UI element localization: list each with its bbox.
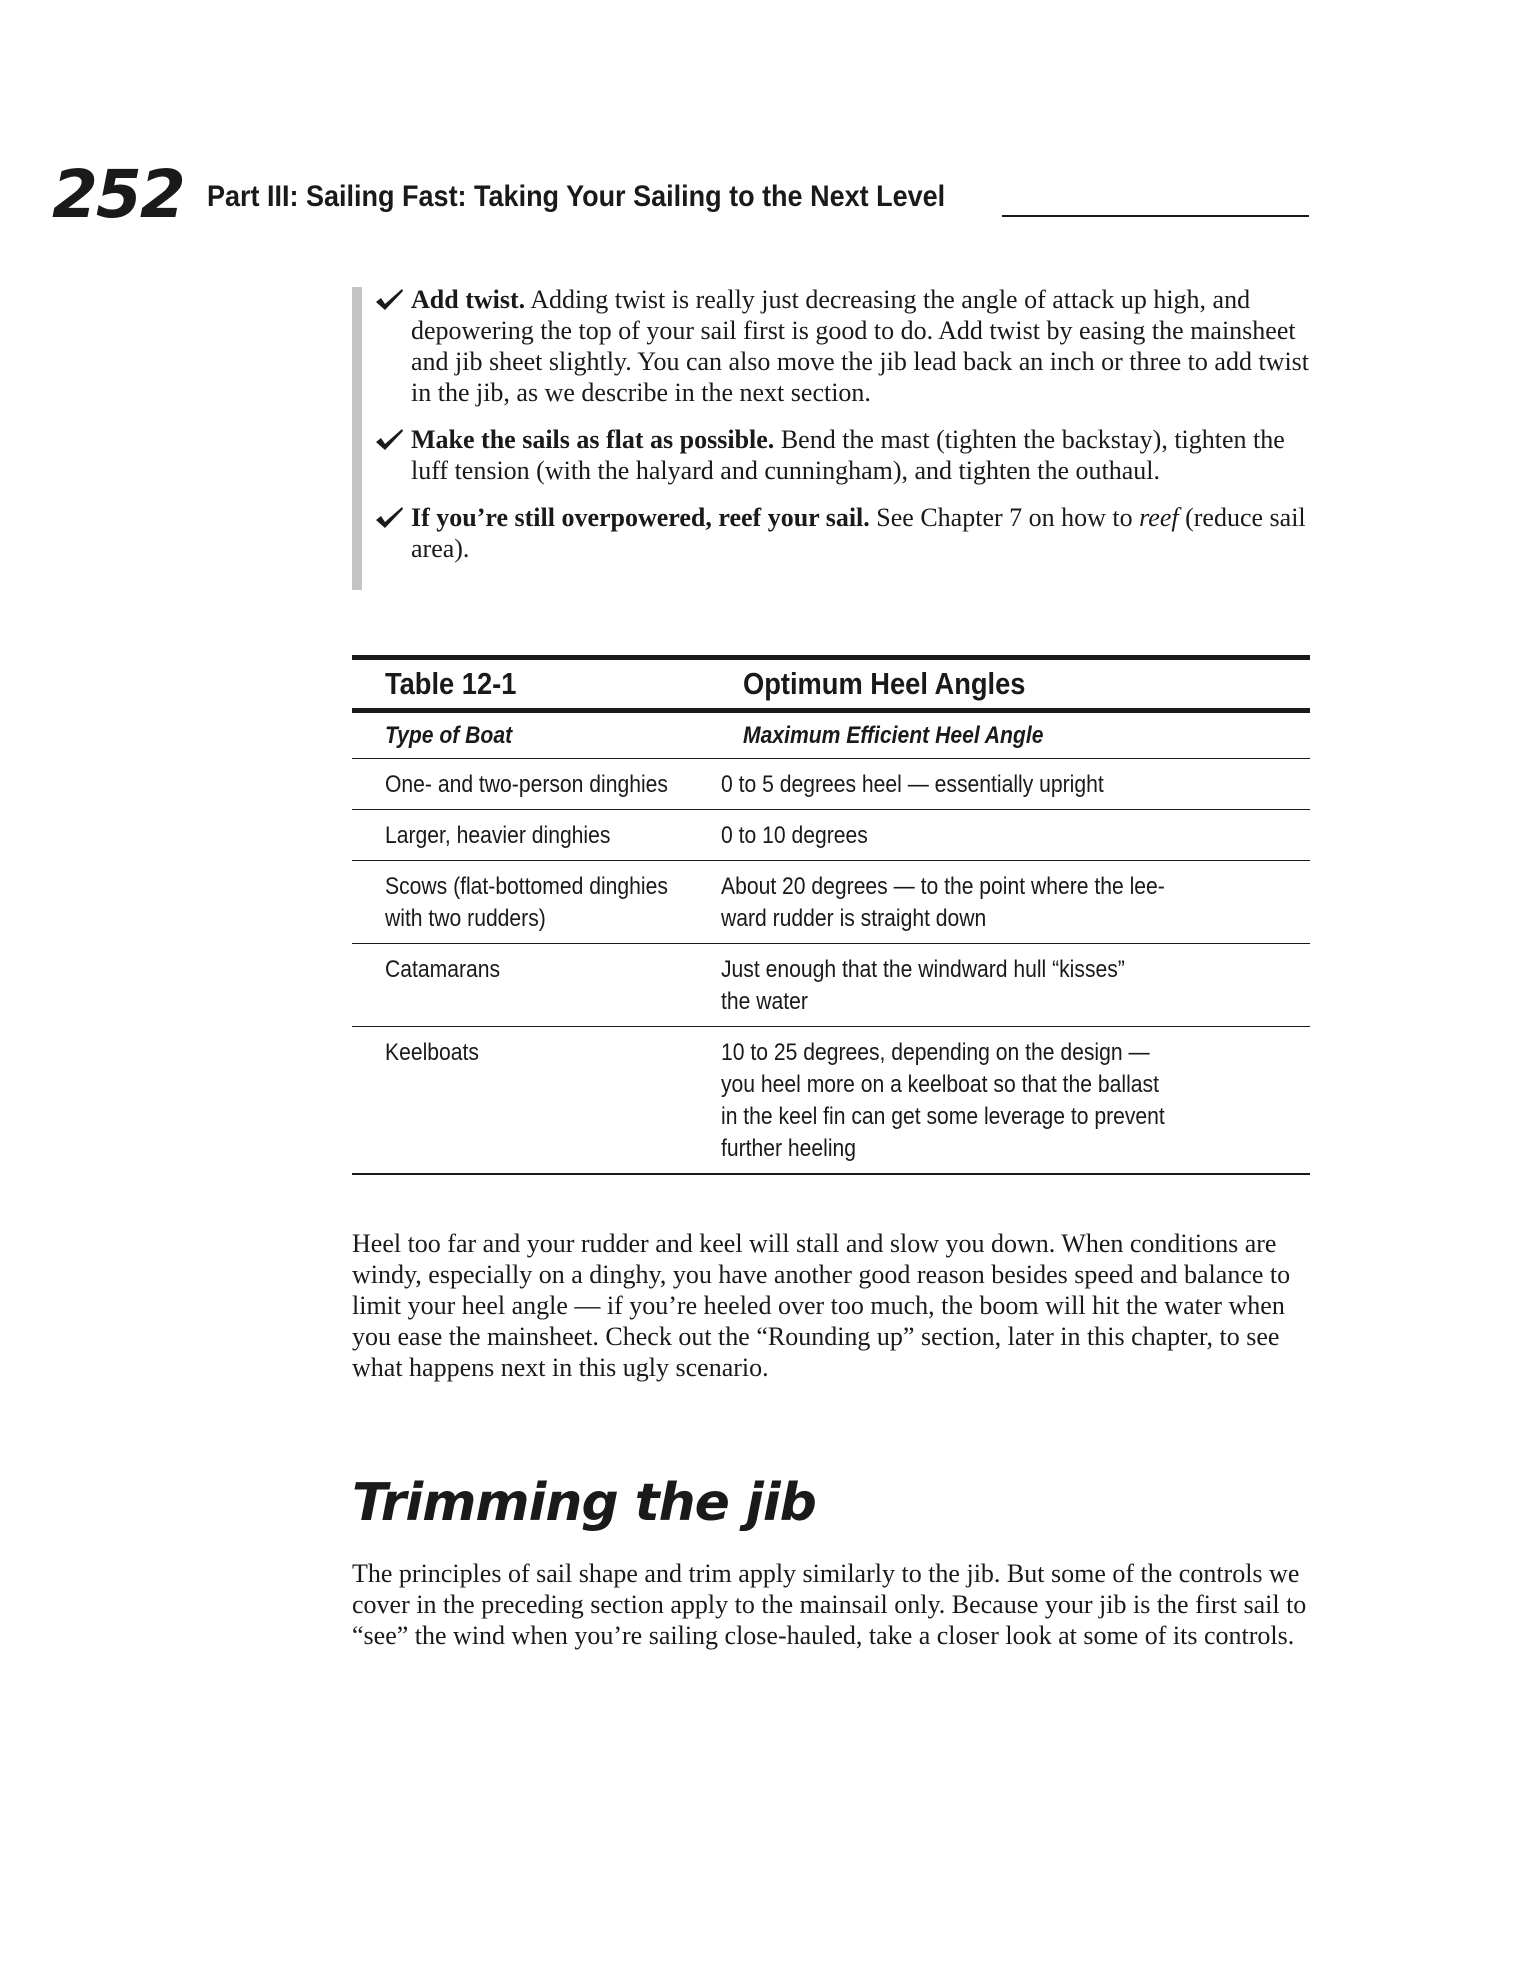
bullet-item-add-twist — [352, 284, 1312, 408]
page-header — [52, 155, 1309, 235]
cell-boat: Keelboats — [385, 1039, 479, 1066]
cell-boat: Scows (flat-bottomed dinghies with two rudders) — [385, 873, 668, 932]
bullet-list — [352, 284, 1312, 580]
bullet-bold: Add twist. — [411, 285, 526, 314]
check-mark-icon — [374, 286, 404, 312]
bullet-text: Adding twist is really just decreasing the angle of attack up high, and depowering the top of your sail first is good to do. Add twist by easing the mainsheet and jib sheet slightly. You can also move the jib lead back an inch or three to add twist in the jib, as we describe in the next section. — [411, 285, 1310, 407]
cell-boat: One- and two-person dinghies — [385, 771, 668, 798]
column-header-boat: Type of Boat — [385, 721, 513, 749]
table-title: Optimum Heel Angles — [743, 666, 1026, 701]
header-rule — [1002, 215, 1309, 217]
table-row — [352, 861, 1310, 944]
section-heading: Trimming the jib — [352, 1473, 816, 1533]
cell-angle: 0 to 5 degrees heel — essentially upright — [720, 771, 1104, 798]
column-header-angle: Maximum Efficient Heel Angle — [743, 721, 1044, 749]
cell-angle: 0 to 10 degrees — [720, 822, 868, 849]
body-paragraph-heel: Heel too far and your rudder and keel will stall and slow you down. When conditions are windy, especially on a dinghy, you have another good reason besides speed and balance to limit your heel angle — if you’re heeled over too much, the boom will hit the water when you ease the mainsheet. Check out the “Rounding up” section, later in this chapter, to see what happens next in this ugly scenario. — [352, 1229, 1291, 1382]
check-mark-icon — [374, 504, 404, 530]
table-header-row — [352, 713, 1310, 759]
cell-boat: Larger, heavier dinghies — [385, 822, 611, 849]
bullet-text: (reduce sail area). — [411, 503, 1306, 563]
running-head: Part III: Sailing Fast: Taking Your Sailing to the Next Level — [207, 180, 946, 213]
bullet-italic: reef — [1139, 503, 1179, 532]
table-row — [352, 759, 1310, 810]
bullet-text: See Chapter 7 on how to — [869, 503, 1140, 532]
page-number: 252 — [52, 156, 184, 233]
body-paragraph-jib: The principles of sail shape and trim apply similarly to the jib. But some of the controls we cover in the preceding section apply to the mainsail only. Because your jib is the first sail to “see” the wind when you’re sailing close-hauled, take a closer look at some of its controls. — [352, 1559, 1307, 1650]
cell-angle: Just enough that the windward hull “kisses” the water — [720, 956, 1125, 1015]
bullet-text: Bend the mast (tighten the backstay), tighten the luff tension (with the halyard and cunningham), and tighten the outhaul. — [411, 425, 1285, 485]
heel-angle-table — [352, 655, 1310, 1175]
table-row — [352, 810, 1310, 861]
cell-boat: Catamarans — [385, 956, 501, 983]
check-mark-icon — [374, 426, 404, 452]
cell-angle: About 20 degrees — to the point where the lee- ward rudder is straight down — [720, 873, 1165, 932]
bullet-item-flat-sails — [352, 424, 1312, 486]
bullet-item-reef — [352, 502, 1312, 564]
cell-angle: 10 to 25 degrees, depending on the design — you heel more on a keelboat so that the ballast in the keel fin can get some leverage to prevent further heeling — [720, 1039, 1165, 1162]
table-title-row — [352, 660, 1310, 708]
bullet-bold: Make the sails as flat as possible. — [411, 425, 775, 454]
table-row — [352, 944, 1310, 1027]
bullet-bold: If you’re still overpowered, reef your sail. — [411, 503, 870, 532]
table-row — [352, 1027, 1310, 1175]
table-label: Table 12-1 — [385, 666, 517, 701]
